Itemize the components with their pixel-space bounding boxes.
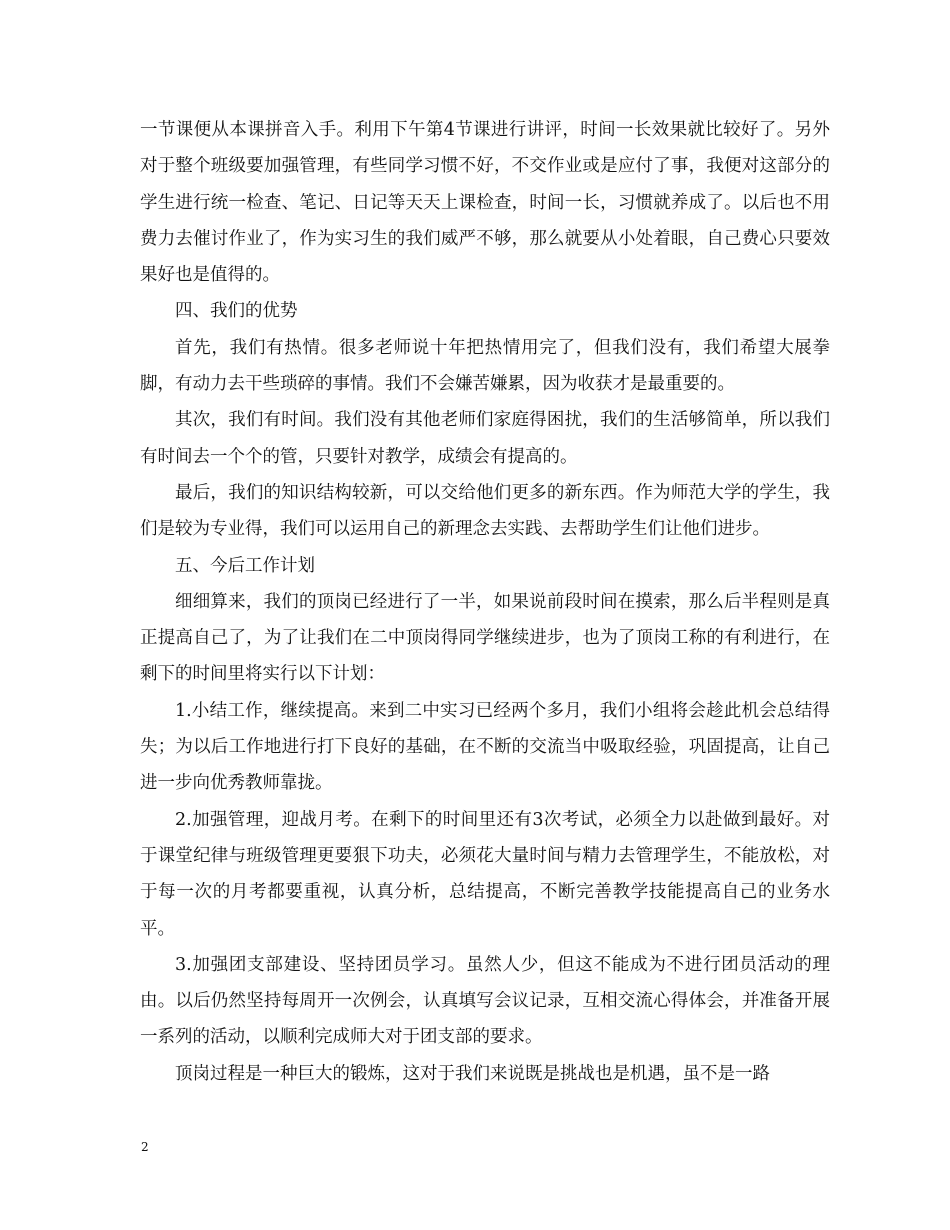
plan-item-2: 2.加强管理，迎战月考。在剩下的时间里还有3次考试，必须全力以赴做到最好。对于课堂纪律与班级管理更要狠下功夫，必须花大量时间与精力去管理学生，不能放松，对于每一次的月考都要重视，认真分析，总结提高，不断完善教学技能提高自己的业务水平。 xyxy=(140,809,830,939)
plan-item-1: 1.小结工作，继续提高。来到二中实习已经两个多月，我们小组将会趁此机会总结得失；为以后工作地进行打下良好的基础，在不断的交流当中吸取经验，巩固提高，让自己进一步向优秀教师靠拢。 xyxy=(140,700,830,794)
paragraph-passion: 首先，我们有热情。很多老师说十年把热情用完了，但我们没有，我们希望大展拳脚，有动力去干些琐碎的事情。我们不会嫌苦嫌累，因为收获才是最重要的。 xyxy=(140,337,830,395)
plan-item-3: 3.加强团支部建设、坚持团员学习。虽然人少，但这不能成为不进行团员活动的理由。以后仍然坚持每周开一次例会，认真填写会议记录，互相交流心得体会，并准备开展一系列的活动，以顺利完成师大对于团支部的要求。 xyxy=(140,954,830,1048)
paragraph-knowledge: 最后，我们的知识结构较新，可以交给他们更多的新东西。作为师范大学的学生，我们是较为专业得，我们可以运用自己的新理念去实践、去帮助学生们让他们进步。 xyxy=(140,482,830,540)
paragraph-plan-intro: 细细算来，我们的顶岗已经进行了一半，如果说前段时间在摸索，那么后半程则是真正提高自己了，为了让我们在二中顶岗得同学继续进步，也为了顶岗工称的有利进行，在剩下的时间里将实行以下计划： xyxy=(140,591,830,685)
section-heading-future-plan: 五、今后工作计划 xyxy=(175,555,315,576)
page-number: 2 xyxy=(141,1140,149,1154)
document-body xyxy=(140,112,830,1092)
paragraph-closing: 顶岗过程是一种巨大的锻炼，这对于我们来说既是挑战也是机遇，虽不是一路 xyxy=(175,1063,770,1084)
section-heading-advantages: 四、我们的优势 xyxy=(175,301,298,322)
paragraph-time: 其次，我们有时间。我们没有其他老师们家庭得困扰，我们的生活够简单，所以我们有时间去一个个的管，只要针对教学，成绩会有提高的。 xyxy=(140,410,830,467)
paragraph-continuation: 一节课便从本课拼音入手。利用下午第4节课进行讲评，时间一长效果就比较好了。另外对于整个班级要加强管理，有些同学习惯不好，不交作业或是应付了事，我便对这部分的学生进行统一检查、笔记、日记等天天上课检查，时间一长，习惯就养成了。以后也不用费力去催讨作业了，作为实习生的我们威严不够，那么就要从小处着眼，自己费心只要效果好也是值得的。 xyxy=(140,120,830,286)
